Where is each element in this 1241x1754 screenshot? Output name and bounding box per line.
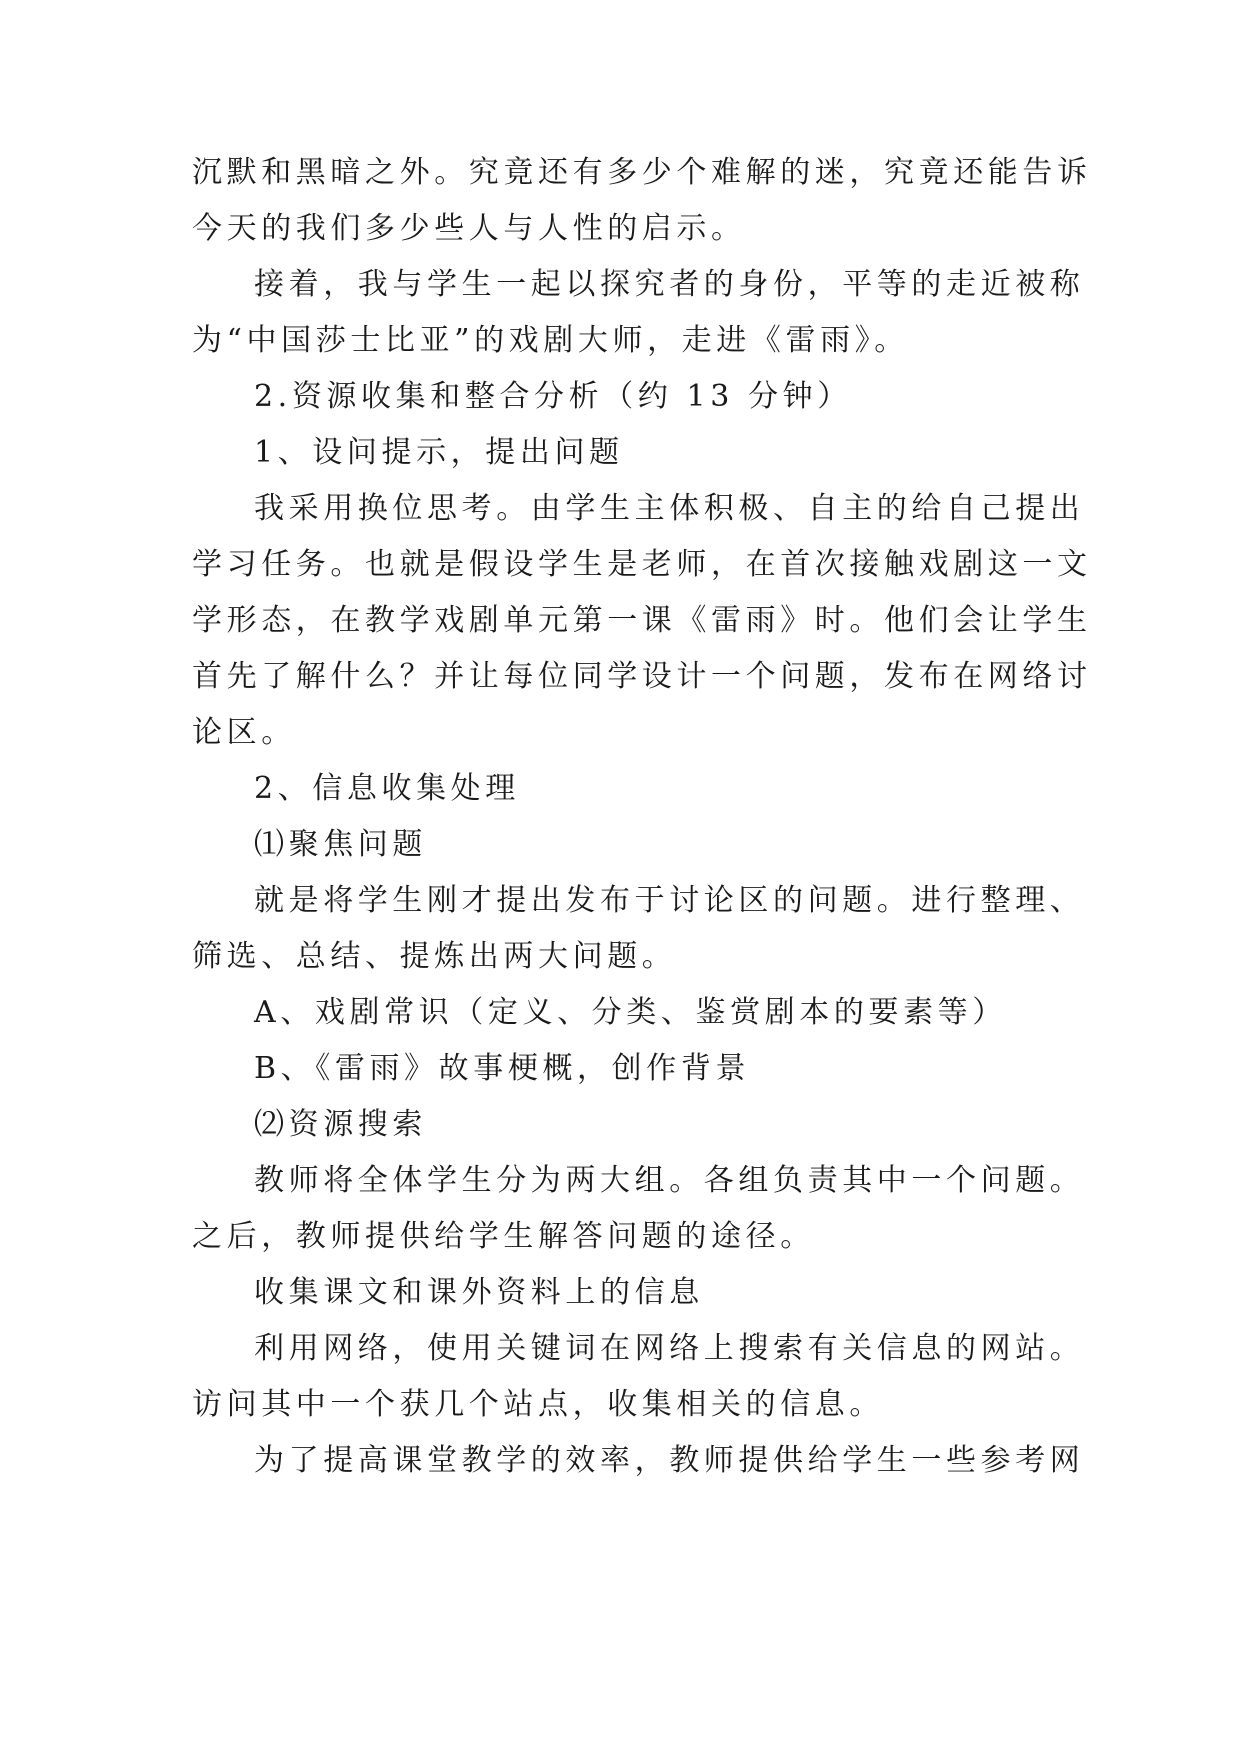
text-line: 访问其中一个获几个站点，收集相关的信息。 (192, 1387, 884, 1422)
text-line: 就是将学生刚才提出发布于讨论区的问题。进行整理、 (254, 883, 1085, 918)
text-line: 学习任务。也就是假设学生是老师，在首次接触戏剧这一文 (192, 547, 1092, 582)
text-line: 论区。 (192, 715, 296, 750)
text-line: 收集课文和课外资料上的信息 (254, 1275, 704, 1310)
item-heading: ⑴聚焦问题 (254, 827, 427, 862)
list-item: B、《雷雨》故事梗概，创作背景 (254, 1051, 751, 1086)
subsection-heading: 1、设问提示，提出问题 (254, 435, 624, 470)
text-line: 利用网络，使用关键词在网络上搜索有关信息的网站。 (254, 1331, 1085, 1366)
item-heading: ⑵资源搜索 (254, 1107, 427, 1142)
list-item: A、戏剧常识（定义、分类、鉴赏剧本的要素等） (254, 995, 1007, 1030)
text-line: 教师将全体学生分为两大组。各组负责其中一个问题。 (254, 1163, 1085, 1198)
text-line: 筛选、总结、提炼出两大问题。 (192, 939, 677, 974)
text-line: 首先了解什么？并让每位同学设计一个问题，发布在网络讨 (192, 659, 1092, 694)
subsection-heading: 2、信息收集处理 (254, 771, 520, 806)
text-line: 接着，我与学生一起以探究者的身份，平等的走近被称 (254, 267, 1085, 302)
text-line: 为了提高课堂教学的效率，教师提供给学生一些参考网 (254, 1443, 1085, 1478)
text-line: 我采用换位思考。由学生主体积极、自主的给自己提出 (254, 491, 1085, 526)
section-heading: 2.资源收集和整合分析（约 13 分钟） (254, 379, 852, 414)
text-line: 之后，教师提供给学生解答问题的途径。 (192, 1219, 815, 1254)
text-line: 为“中国莎士比亚”的戏剧大师，走进《雷雨》。 (192, 323, 909, 358)
text-line: 学形态，在教学戏剧单元第一课《雷雨》时。他们会让学生 (192, 603, 1092, 638)
text-line: 今天的我们多少些人与人性的启示。 (192, 211, 746, 246)
text-line: 沉默和黑暗之外。究竟还有多少个难解的迷，究竟还能告诉 (192, 155, 1092, 190)
